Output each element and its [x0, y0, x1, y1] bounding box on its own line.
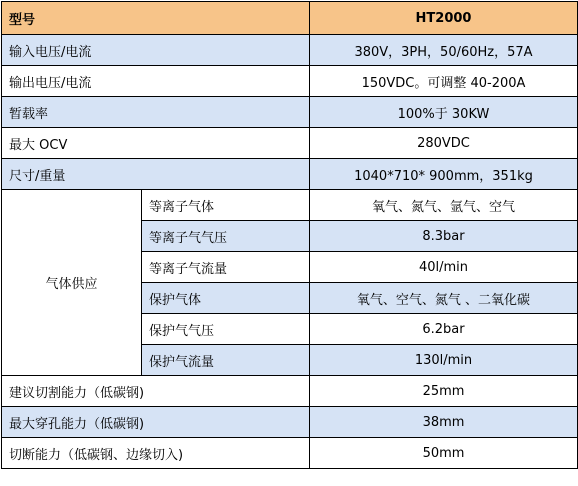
gas-supply-label: 气体供应: [2, 190, 142, 376]
recommended-cut-value: 25mm: [310, 376, 578, 407]
plasma-gas-value: 氧气、氮气、氩气、空气: [310, 190, 578, 221]
max-pierce-label: 最大穿孔能力（低碳钢): [2, 407, 310, 438]
output-voltage-label: 输出电压/电流: [2, 66, 310, 97]
table-row: [2, 97, 578, 128]
plasma-gas-flow-value: 40l/min: [310, 252, 578, 283]
input-voltage-label: 输入电压/电流: [2, 35, 310, 66]
max-ocv-value: 280VDC: [310, 128, 578, 159]
duty-cycle-label: 暂载率: [2, 97, 310, 128]
header-row: [2, 2, 578, 35]
shield-gas-label: 保护气体: [142, 283, 310, 314]
severance-label: 切断能力（低碳钢、边缘切入): [2, 438, 310, 469]
severance-value: 50mm: [310, 438, 578, 469]
shield-gas-flow-label: 保护气流量: [142, 345, 310, 376]
plasma-gas-pressure-label: 等离子气气压: [142, 221, 310, 252]
shield-gas-value: 氧气、空气、氮气 、二氧化碳: [310, 283, 578, 314]
table-row: [2, 66, 578, 97]
plasma-gas-flow-label: 等离子气流量: [142, 252, 310, 283]
table-row: [2, 159, 578, 190]
duty-cycle-value: 100%于 30KW: [310, 97, 578, 128]
input-voltage-value: 380V，3PH，50/60Hz，57A: [310, 35, 578, 66]
shield-gas-flow-value: 130l/min: [310, 345, 578, 376]
shield-gas-pressure-value: 6.2bar: [310, 314, 578, 345]
output-voltage-value: 150VDC。可调整 40-200A: [310, 66, 578, 97]
table-row: [2, 376, 578, 407]
shield-gas-pressure-label: 保护气气压: [142, 314, 310, 345]
spec-table: [1, 1, 578, 469]
size-weight-label: 尺寸/重量: [2, 159, 310, 190]
max-ocv-label: 最大 OCV: [2, 128, 310, 159]
recommended-cut-label: 建议切割能力（低碳钢): [2, 376, 310, 407]
table-row: [2, 438, 578, 469]
table-row: [2, 407, 578, 438]
size-weight-value: 1040*710* 900mm，351kg: [310, 159, 578, 190]
table-row: [2, 35, 578, 66]
plasma-gas-pressure-value: 8.3bar: [310, 221, 578, 252]
max-pierce-value: 38mm: [310, 407, 578, 438]
table-row: [2, 190, 578, 221]
model-value: HT2000: [310, 2, 578, 35]
model-label: 型号: [2, 2, 310, 35]
table-row: [2, 128, 578, 159]
plasma-gas-label: 等离子气体: [142, 190, 310, 221]
